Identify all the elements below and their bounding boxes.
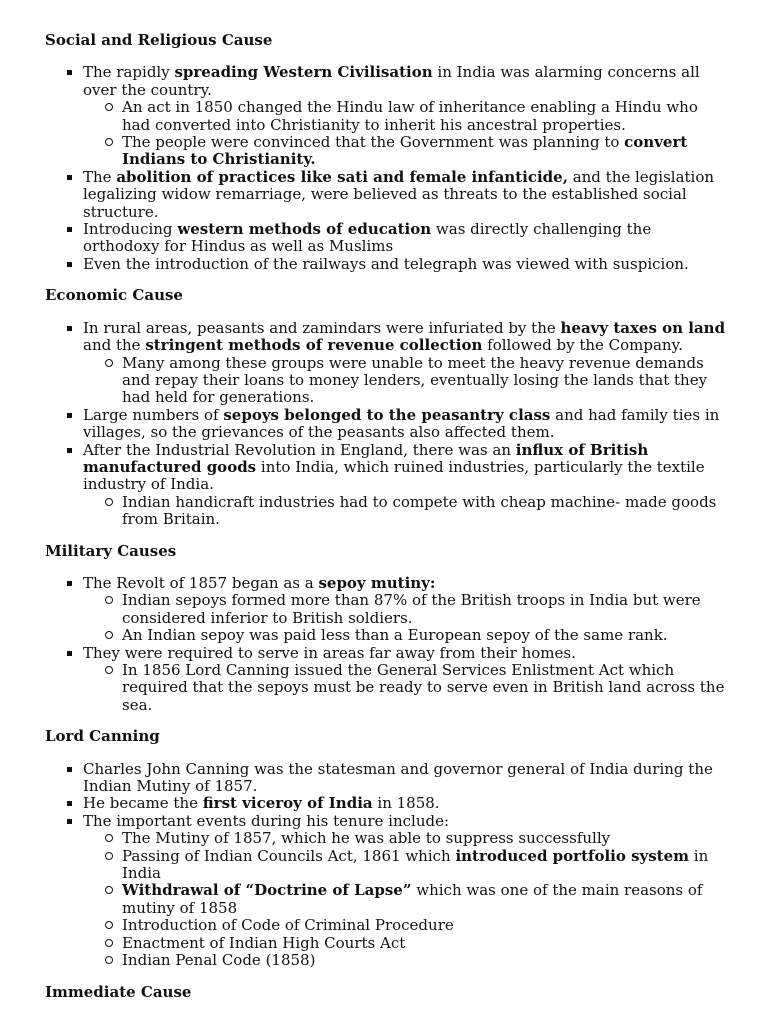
sub-list-item (122, 592, 728, 627)
bullet-list (45, 575, 728, 714)
bold-text: abolition of practices like sati and female infanticide, (116, 167, 568, 186)
sub-bullet-list (83, 592, 728, 644)
text-run: The people were convinced that the Government was planning to (122, 133, 625, 152)
text-run: The Revolt of 1857 began as a (83, 573, 319, 592)
text-run: into India, which ruined industries, particularly the textile industry of India. (83, 457, 705, 494)
sub-list-item (122, 952, 728, 969)
text-run: The Mutiny of 1857, which he was able to suppress successfully (122, 829, 611, 848)
section-heading-military-causes: Military Causes (45, 541, 177, 560)
sub-list-item (122, 935, 728, 952)
text-run: Indian Penal Code (1858) (122, 951, 316, 970)
bold-text: stringent methods of revenue collection (145, 336, 483, 355)
sub-list-item (122, 494, 728, 529)
text-run: Introduction of Code of Criminal Procedure (122, 916, 454, 935)
section-heading-lord-canning: Lord Canning (45, 727, 160, 746)
sub-bullet-list (83, 830, 728, 969)
text-run: followed by the Company. (482, 336, 683, 355)
text-run: and had family ties in villages, so the grievances of the peasants also affected them. (83, 405, 720, 442)
text-run: and the legislation legalizing widow remarriage, were believed as threats to the established social structure. (83, 167, 715, 221)
sub-list-item (122, 99, 728, 134)
bold-text: western methods of education (177, 220, 432, 239)
bold-text: sepoy mutiny: (318, 573, 436, 592)
section-heading-economic-cause: Economic Cause (45, 286, 183, 305)
list-item (83, 761, 728, 796)
sub-list-item (122, 830, 728, 847)
list-item (83, 575, 728, 645)
bold-text: Withdrawal of “Doctrine of Lapse” (122, 881, 412, 900)
sub-list-item (122, 848, 728, 883)
list-item (83, 221, 728, 256)
sub-bullet-list (83, 355, 728, 407)
text-run: Indian sepoys formed more than 87% of the British troops in India but were considered inferior to British soldiers. (122, 591, 701, 627)
text-run: An act in 1850 changed the Hindu law of inheritance enabling a Hindu who had converted into Christianity to inherit his ancestral properties. (122, 98, 698, 134)
sub-bullet-list (83, 662, 728, 714)
sub-list-item (122, 917, 728, 934)
list-item (83, 64, 728, 168)
section-heading-social-and-religious-cause: Social and Religious Cause (45, 31, 273, 49)
sub-list-item (122, 627, 728, 644)
text-run: An Indian sepoy was paid less than a European sepoy of the same rank. (122, 626, 668, 645)
text-run: in India (122, 846, 709, 883)
text-run: He became the (83, 794, 203, 813)
bold-text: heavy taxes on land (560, 318, 726, 337)
text-run: Indian handicraft industries had to compete with cheap machine- made goods from Britain. (122, 492, 717, 529)
bullet-list (45, 64, 728, 273)
text-run: Charles John Canning was the statesman and governor general of India during the Indian Mutiny of 1857. (83, 759, 713, 796)
text-run: In rural areas, peasants and zamindars were infuriated by the (83, 318, 561, 337)
sub-list-item (122, 134, 728, 169)
text-run: In 1856 Lord Canning issued the General Services Enlistment Act which required that the sepoys must be ready to serve even in British land across the sea. (122, 661, 725, 714)
sub-bullet-list (83, 494, 728, 529)
list-item (83, 442, 728, 529)
text-run: The (83, 167, 117, 186)
text-run: Enactment of Indian High Courts Act (122, 933, 406, 952)
list-item (83, 645, 728, 715)
sub-list-item (122, 662, 728, 714)
text-run: Large numbers of (83, 405, 224, 424)
list-item (83, 813, 728, 970)
text-run: Many among these groups were unable to meet the heavy revenue demands and repay their loans to money lenders, eventually losing the lands that they had held for generations. (122, 353, 708, 407)
bold-text: spreading Western Civilisation (174, 63, 433, 82)
text-run: The rapidly (83, 63, 175, 82)
text-run: in India was alarming concerns all over the country. (83, 63, 700, 99)
sub-list-item (122, 882, 728, 917)
text-run: Even the introduction of the railways and telegraph was viewed with suspicion. (83, 254, 689, 273)
text-run: They were required to serve in areas far away from their homes. (83, 643, 576, 662)
text-run: The important events during his tenure include: (83, 811, 450, 830)
list-item (83, 256, 728, 273)
sub-list-item (122, 355, 728, 407)
bold-text: introduced portfolio system (455, 846, 690, 865)
bold-text: convert Indians to Christianity. (122, 133, 688, 169)
text-run: in 1858. (372, 794, 440, 813)
text-run: which was one of the main reasons of mutiny of 1858 (122, 881, 703, 917)
list-item (83, 169, 728, 221)
list-item (83, 795, 728, 812)
bold-text: sepoys belonged to the peasantry class (223, 405, 551, 424)
sub-bullet-list (83, 99, 728, 169)
text-run: Passing of Indian Councils Act, 1861 which (122, 846, 456, 865)
list-item (83, 407, 728, 442)
bullet-list (45, 761, 728, 970)
bold-text: first viceroy of India (202, 794, 373, 813)
bold-text: influx of British manufactured goods (83, 440, 649, 476)
section-heading-immediate-cause: Immediate Cause (45, 982, 192, 1001)
text-run: and the (83, 336, 146, 355)
text-run: Introducing (83, 220, 178, 239)
list-item (83, 320, 728, 407)
text-run: was directly challenging the orthodoxy for Hindus as well as Muslims (83, 220, 652, 256)
text-run: After the Industrial Revolution in England, there was an (83, 440, 516, 459)
bullet-list (45, 320, 728, 529)
